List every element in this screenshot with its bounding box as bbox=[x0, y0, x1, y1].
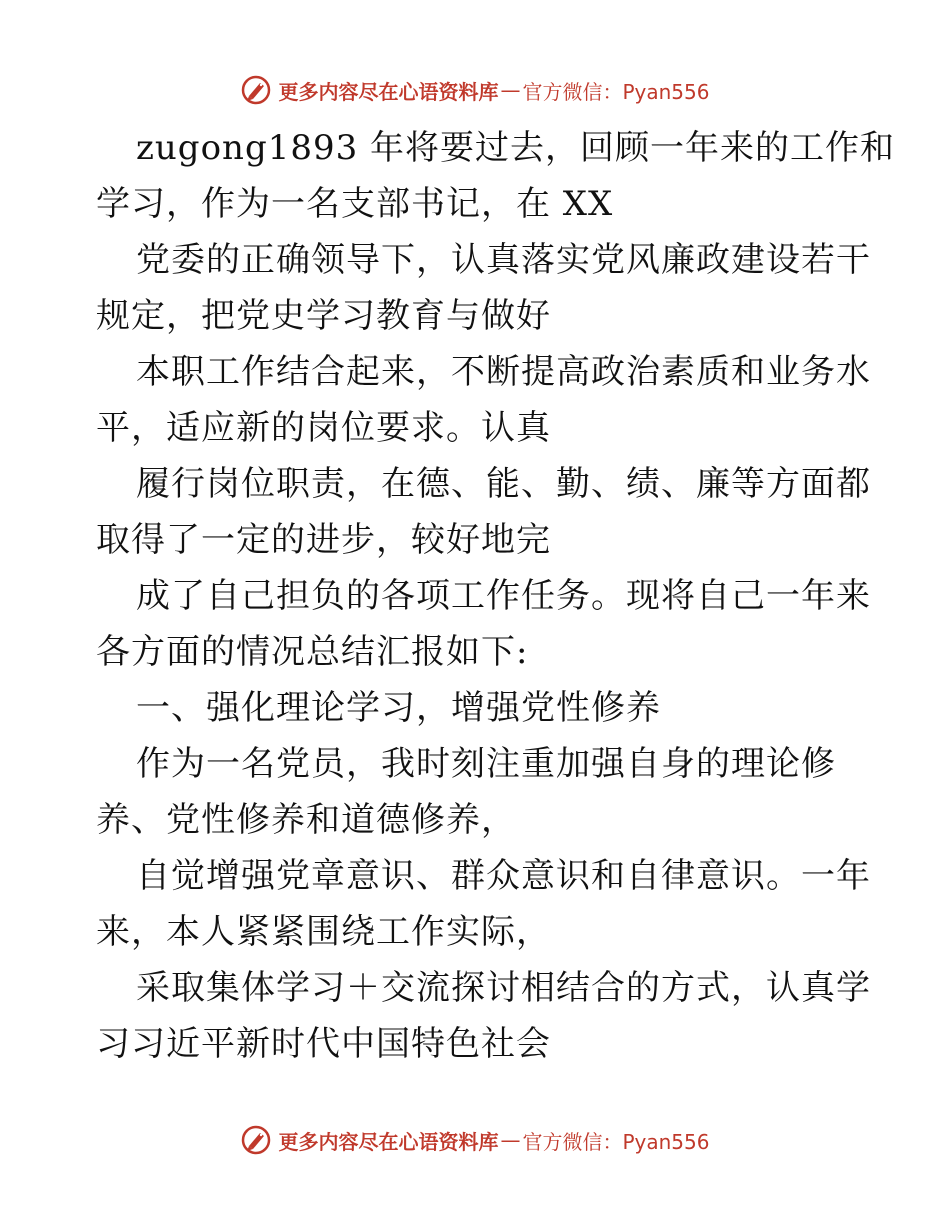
header-watermark-banner bbox=[0, 70, 950, 110]
watermark-wechat-text: 官方微信：Pyan556 bbox=[522, 1129, 710, 1154]
text-line: 来，本人紧紧围绕工作实际， bbox=[96, 912, 551, 952]
text-line: 平，适应新的岗位要求。认真 bbox=[96, 408, 551, 448]
text-line: 作为一名党员，我时刻注重加强自身的理论修 bbox=[136, 744, 836, 784]
text-line: 成了自己担负的各项工作任务。现将自己一年来 bbox=[136, 576, 871, 616]
footer-watermark-banner bbox=[0, 1120, 950, 1160]
text-line: 党委的正确领导下，认真落实党风廉政建设若干 bbox=[136, 240, 871, 280]
pen-nib-icon bbox=[240, 1124, 272, 1156]
text-line: 本职工作结合起来，不断提高政治素质和业务水 bbox=[136, 352, 871, 392]
watermark-separator: — bbox=[500, 1128, 521, 1152]
text-line: 履行岗位职责，在德、能、勤、绩、廉等方面都 bbox=[136, 464, 871, 504]
text-line: 取得了一定的进步，较好地完 bbox=[96, 520, 551, 560]
watermark-separator: — bbox=[500, 78, 521, 102]
watermark-wechat-text: 官方微信：Pyan556 bbox=[522, 79, 710, 104]
watermark-brand-text: 更多内容尽在心语资料库 bbox=[278, 1129, 499, 1154]
text-line: zugong1893 年将要过去，回顾一年来的工作和 bbox=[136, 128, 896, 168]
text-line: 各方面的情况总结汇报如下: bbox=[96, 632, 529, 672]
watermark-brand-text: 更多内容尽在心语资料库 bbox=[278, 79, 499, 104]
text-line: 采取集体学习＋交流探讨相结合的方式，认真学 bbox=[136, 968, 871, 1008]
document-body bbox=[96, 120, 896, 1072]
pen-nib-icon bbox=[240, 74, 272, 106]
section-heading: 一、强化理论学习，增强党性修养 bbox=[136, 688, 661, 728]
text-line: 学习，作为一名支部书记，在 XX bbox=[96, 184, 614, 224]
text-line: 习习近平新时代中国特色社会 bbox=[96, 1024, 551, 1064]
text-line: 规定，把党史学习教育与做好 bbox=[96, 296, 551, 336]
text-line: 养、党性修养和道德修养， bbox=[96, 800, 516, 840]
text-line: 自觉增强党章意识、群众意识和自律意识。一年 bbox=[136, 856, 871, 896]
